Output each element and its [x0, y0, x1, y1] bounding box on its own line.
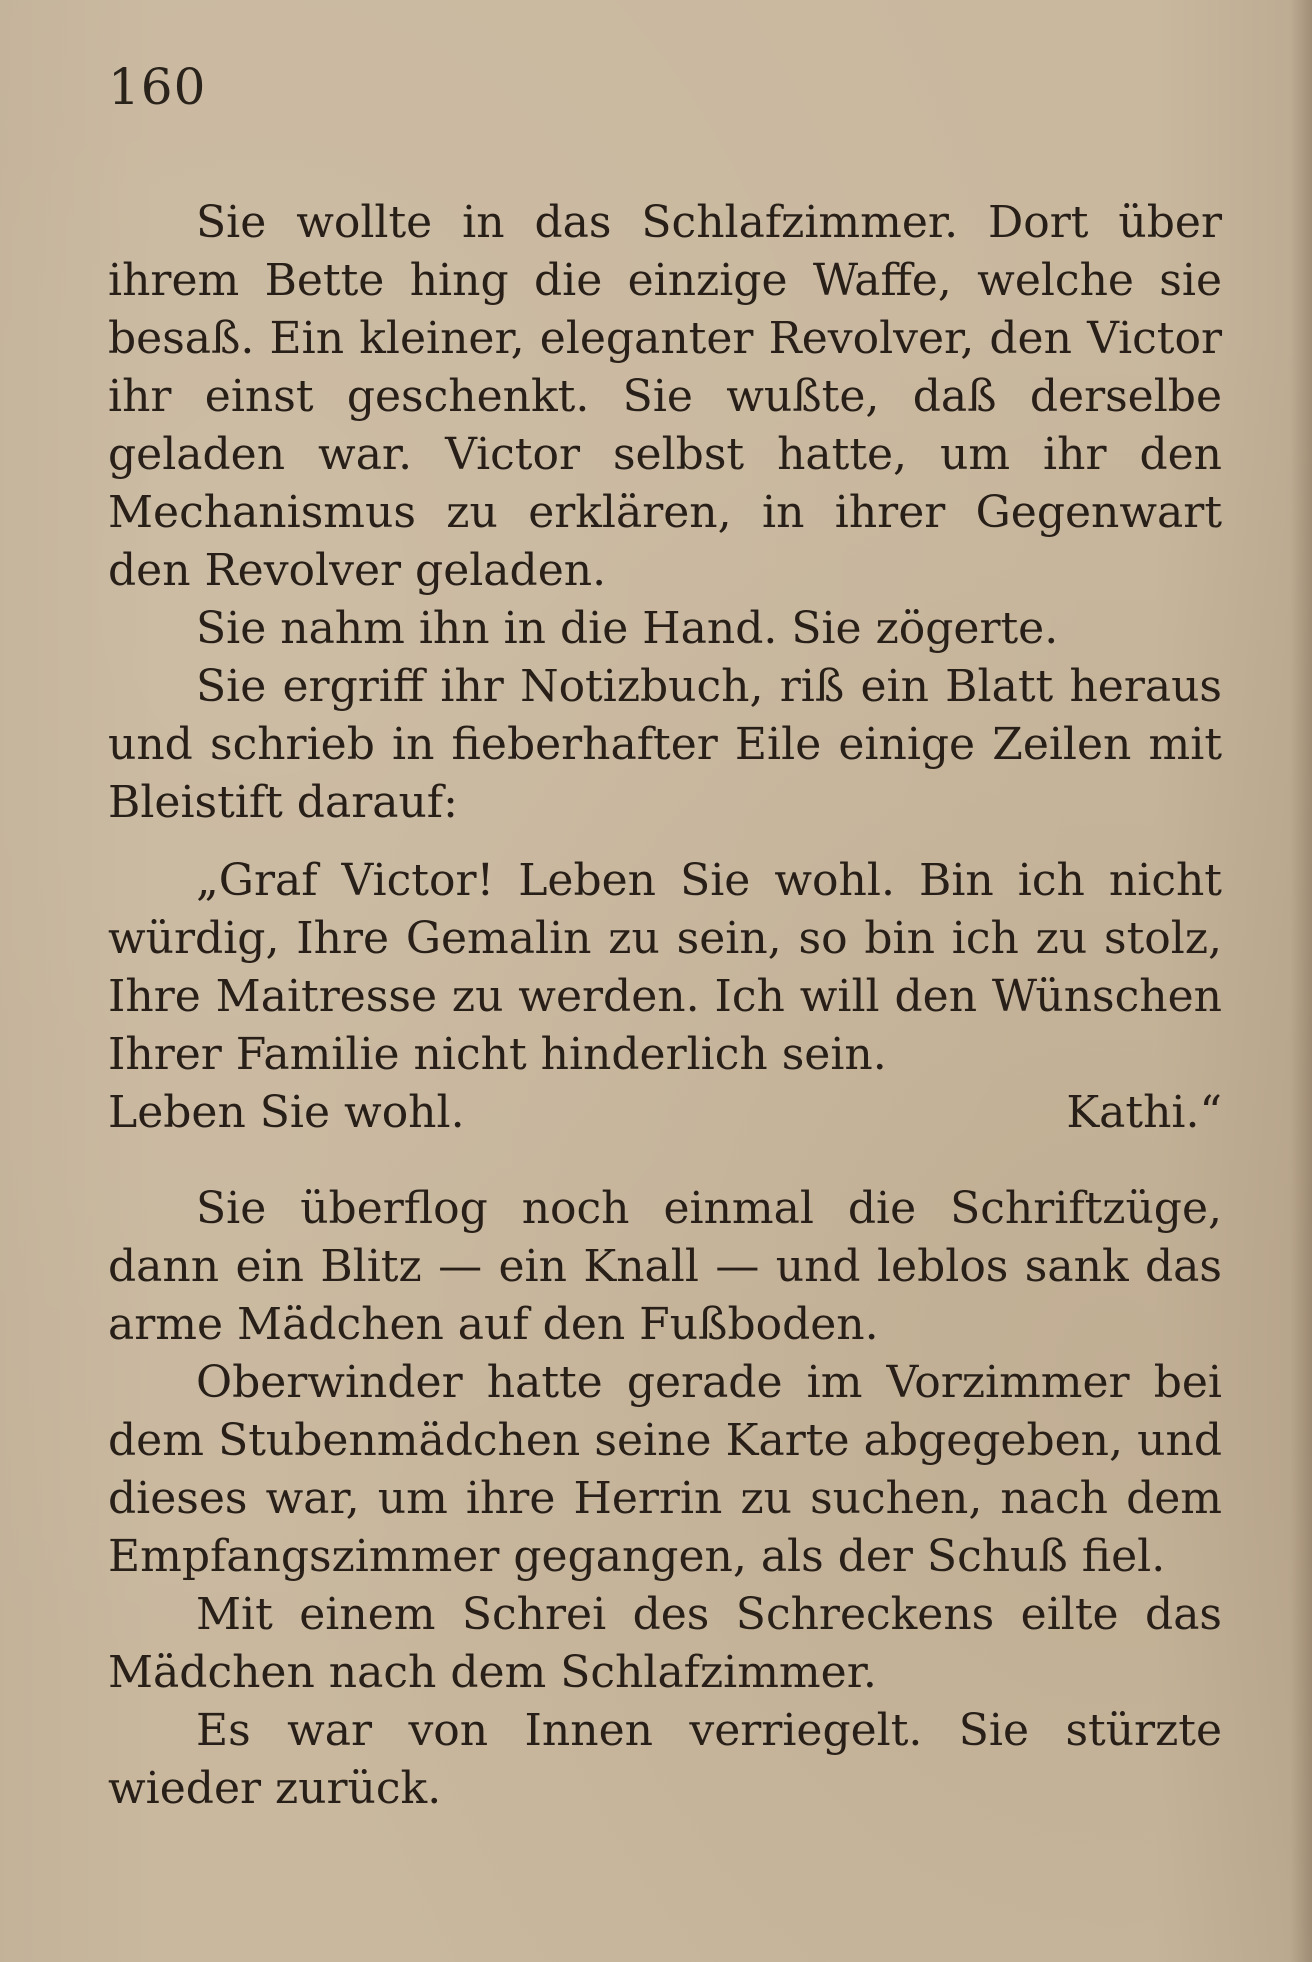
letter-signoff [108, 1084, 1222, 1142]
paragraph-oberwinder: Oberwinder hatte gerade im Vorzimmer bei dem Stubenmädchen seine Karte abgegeben, und dieses war, um ihre Herrin zu suchen, nach dem Empfangszimmer gegangen, als der Schuß fiel. [108, 1357, 1222, 1582]
paragraph-schlafzimmer: Sie wollte in das Schlafzimmer. Dort über ihrem Bette hing die einzige Waffe, welche sie besaß. Ein kleiner, eleganter Revolver, den Victor ihr einst geschenkt. Sie wußte, daß derselbe geladen war. Victor selbst hatte, um ihr den Mechanismus zu erklären, in ihrer Gegenwart den Revolver geladen. [108, 197, 1222, 596]
paragraph-schriftzuege: Sie überflog noch einmal die Schriftzüge, dann ein Blitz — ein Knall — und leblos sank das arme Mädchen auf den Fußboden. [108, 1183, 1222, 1350]
letter-block [108, 852, 1222, 1142]
paragraph-schrei: Mit einem Schrei des Schreckens eilte das Mädchen nach dem Schlafzimmer. [108, 1589, 1222, 1698]
letter-closing: Leben Sie wohl. [108, 1087, 465, 1138]
letter-signature: Kathi.“ [1066, 1087, 1222, 1138]
text-block-2 [108, 1180, 1222, 1818]
letter-body: „Graf Victor! Leben Sie wohl. Bin ich nicht würdig, Ihre Gemalin zu sein, so bin ich zu stolz, Ihre Maitresse zu werden. Ich will den Wünschen Ihrer Familie nicht hinderlich sein. [108, 855, 1222, 1080]
paragraph-zoegerte: Sie nahm ihn in die Hand. Sie zögerte. [196, 603, 1059, 654]
page-edge-shadow [1290, 0, 1312, 1962]
paragraph-notizbuch: Sie ergriff ihr Notizbuch, riß ein Blatt heraus und schrieb in fieberhafter Eile einige Zeilen mit Bleistift darauf: [108, 661, 1222, 828]
text-block-1 [108, 194, 1222, 832]
paragraph-verriegelt: Es war von Innen verriegelt. Sie stürzte wieder zurück. [108, 1705, 1222, 1814]
page-number: 160 [108, 58, 207, 116]
